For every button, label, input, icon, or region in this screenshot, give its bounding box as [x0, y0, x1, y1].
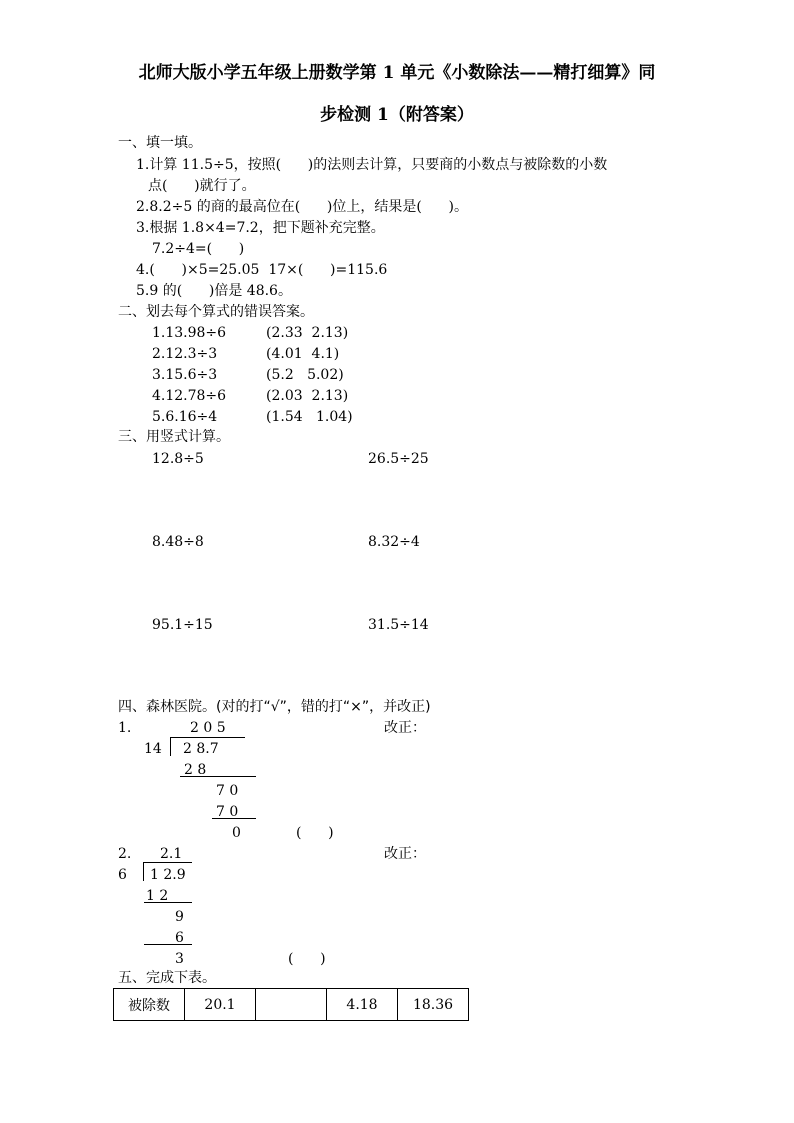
item-choices: (5.2 5.02)	[266, 367, 344, 383]
table-cell: 18.36	[398, 989, 469, 1021]
problem-1-answer-mark: ( )	[296, 825, 334, 841]
question-4: 4.( )×5=25.05 17×( )=115.6	[136, 262, 388, 278]
problem-2-fix-label: 改正：	[384, 846, 426, 862]
item-expression: 2.12.3÷3	[152, 346, 218, 362]
problem-1-underline	[180, 776, 256, 777]
question-5: 5.9 的( )倍是 48.6。	[136, 283, 292, 299]
problem-1-division-bracket	[170, 737, 171, 756]
question-1-line-1: 1.计算 11.5÷5，按照( )的法则去计算，只要商的小数点与被除数的小数	[136, 157, 608, 173]
problem-1-divisor: 14	[144, 741, 162, 757]
question-3-line-2: 7.2÷4=( )	[152, 241, 245, 257]
problem-1-dividend: 2 8.7	[183, 741, 219, 757]
problem-2-step-3: 6	[175, 930, 184, 946]
problem-1-quotient: 2 0 5	[190, 720, 226, 736]
problem-2-step-2: 9	[175, 909, 184, 925]
section-1-heading: 一、填一填。	[118, 135, 202, 151]
question-2: 2.8.2÷5 的商的最高位在( )位上，结果是( )。	[136, 199, 468, 215]
page-title-line-1: 北师大版小学五年级上册数学第 1 单元《小数除法——精打细算》同	[138, 63, 656, 83]
section-4-heading: 四、森林医院。(对的打“√”，错的打“×”，并改正)	[118, 699, 431, 715]
problem-1-step-2: 7 0	[216, 783, 239, 799]
division-problem: 8.48÷8	[152, 534, 204, 550]
problem-1-underline	[212, 818, 256, 819]
division-problem: 31.5÷14	[368, 617, 429, 633]
item-choices: (4.01 4.1)	[266, 346, 340, 362]
problem-2-answer-mark: ( )	[288, 951, 326, 967]
item-expression: 3.15.6÷3	[152, 367, 218, 383]
item-choices: (1.54 1.04)	[266, 409, 353, 425]
table-cell: 20.1	[185, 989, 256, 1021]
item-expression: 5.6.16÷4	[152, 409, 218, 425]
item-expression: 1.13.98÷6	[152, 325, 227, 341]
table-cell: 4.18	[327, 989, 398, 1021]
item-choices: (2.33 2.13)	[266, 325, 349, 341]
problem-2-quotient: 2.1	[160, 846, 183, 862]
item-expression: 4.12.78÷6	[152, 388, 227, 404]
division-problem: 12.8÷5	[152, 451, 204, 467]
problem-1-remainder: 0	[232, 825, 241, 841]
problem-2-divisor: 6	[118, 867, 127, 883]
division-problem: 95.1÷15	[152, 617, 213, 633]
dividend-table	[113, 988, 469, 1021]
division-problem: 8.32÷4	[368, 534, 420, 550]
problem-1-step-3: 7 0	[216, 804, 239, 820]
table-cell-empty	[256, 989, 327, 1021]
problem-2-step-1: 1 2	[146, 888, 169, 904]
problem-1-number: 1.	[118, 720, 132, 736]
problem-1-fix-label: 改正：	[384, 720, 426, 736]
section-2-heading: 二、划去每个算式的错误答案。	[118, 304, 314, 320]
section-5-heading: 五、完成下表。	[118, 970, 216, 986]
problem-1-division-bar	[170, 737, 245, 738]
problem-2-underline	[144, 944, 192, 945]
problem-2-dividend: 1 2.9	[150, 867, 186, 883]
section-3-heading: 三、用竖式计算。	[118, 429, 230, 445]
problem-2-number: 2.	[118, 846, 132, 862]
item-choices: (2.03 2.13)	[266, 388, 349, 404]
problem-2-remainder: 3	[175, 951, 184, 967]
problem-2-underline	[144, 902, 192, 903]
page-title-line-2: 步检测 1（附答案）	[320, 105, 474, 125]
problem-2-division-bracket	[143, 862, 144, 881]
table-header-cell: 被除数	[114, 989, 185, 1021]
question-3-line-1: 3.根据 1.8×4=7.2，把下题补充完整。	[136, 220, 385, 236]
problem-1-step-1: 2 8	[184, 762, 207, 778]
question-1-line-2: 点( )就行了。	[148, 178, 256, 194]
table-row	[114, 989, 469, 1021]
problem-2-division-bar	[144, 862, 192, 863]
division-problem: 26.5÷25	[368, 451, 429, 467]
